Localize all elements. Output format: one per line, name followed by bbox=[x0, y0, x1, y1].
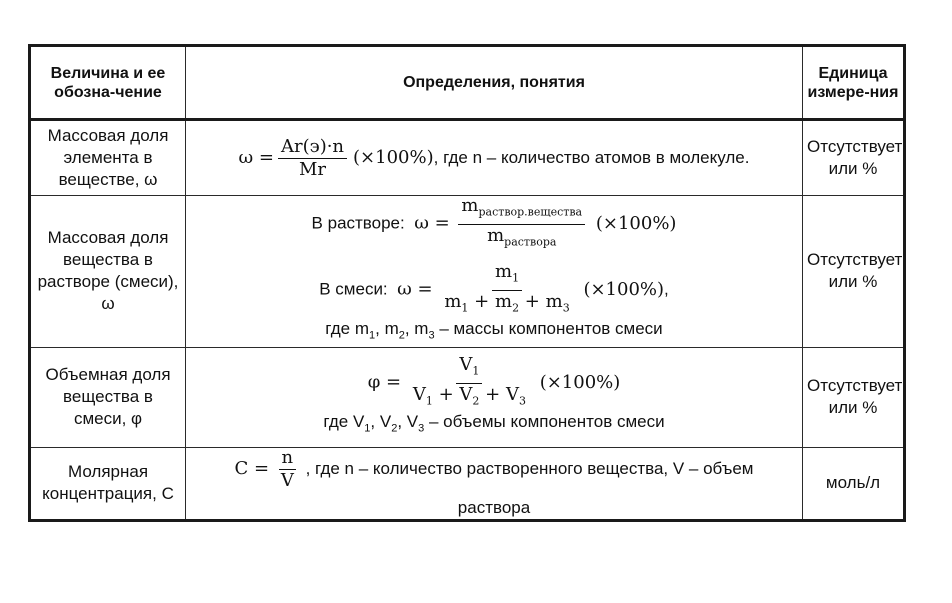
definitions-table bbox=[28, 44, 906, 522]
fraction: $\frac{m_{раствор.вещества}}{m_{раствора}}$ bbox=[458, 196, 585, 252]
header-unit: Единица измере-ния bbox=[803, 46, 905, 120]
formula-note: , где n – количество атомов в молекуле. bbox=[433, 148, 750, 167]
table-row bbox=[30, 120, 905, 196]
mixture-formula: В смеси: ω = $\frac{m_1}{m_1 + m_2 + m_3}$ (×100%), bbox=[190, 262, 798, 318]
mass-fraction-element-formula: ω = $\frac{Ar(э)\cdot n}{Mr}$ (×100%) , где n – количество атомов в молекуле. bbox=[238, 135, 750, 180]
quantity-name: Объемная доля вещества в смеси, φ bbox=[30, 347, 186, 447]
table-row bbox=[30, 447, 905, 520]
unit-cell: Отсутствует или % bbox=[803, 196, 905, 348]
definition-cell bbox=[186, 120, 803, 196]
table-row bbox=[30, 347, 905, 447]
header-definitions: Определения, понятия bbox=[186, 46, 803, 120]
mixture-note: где $m_1$, $m_2$, $m_3$ – массы компонентов смеси bbox=[325, 319, 663, 342]
unit-cell: Отсутствует или % bbox=[803, 120, 905, 196]
formula-note: раствора bbox=[457, 497, 531, 517]
table-row bbox=[30, 196, 905, 348]
solution-formula: В растворе: ω = $\frac{m_{раствор.вещества}}{m_{раствора}}$ (×100%) bbox=[190, 196, 798, 252]
volume-note: где $V_1$, $V_2$, $V_3$ – объемы компонентов смеси bbox=[323, 412, 665, 435]
header-quantity: Величина и ее обозна-чение bbox=[30, 46, 186, 120]
quantity-name: Массовая доля элемента в веществе, ω bbox=[30, 120, 186, 196]
volume-fraction-formula: φ = $\frac{V_1}{V_1 + V_2 + V_3}$ (×100%) bbox=[190, 355, 798, 411]
definition-cell bbox=[186, 447, 803, 520]
header-row bbox=[30, 46, 905, 120]
unit-cell: моль/л bbox=[803, 447, 905, 520]
definition-cell bbox=[186, 196, 803, 348]
fraction: $\frac{n}{V}$ bbox=[278, 448, 297, 491]
molar-concentration-formula: C = $\frac{n}{V}$ , где n – количество растворенного вещества, V – объем bbox=[234, 447, 754, 491]
fraction: $\frac{V_1}{V_1 + V_2 + V_3}$ bbox=[412, 353, 526, 408]
definition-cell bbox=[186, 347, 803, 447]
unit-cell: Отсутствует или % bbox=[803, 347, 905, 447]
fraction: $\frac{Ar(э)\cdot n}{Mr}$ bbox=[278, 137, 347, 180]
fraction: $\frac{m_1}{m_1 + m_2 + m_3}$ bbox=[444, 261, 570, 315]
quantity-name: Молярная концентрация, С bbox=[30, 447, 186, 520]
quantity-name: Массовая доля вещества в растворе (смеси), ω bbox=[30, 196, 186, 348]
